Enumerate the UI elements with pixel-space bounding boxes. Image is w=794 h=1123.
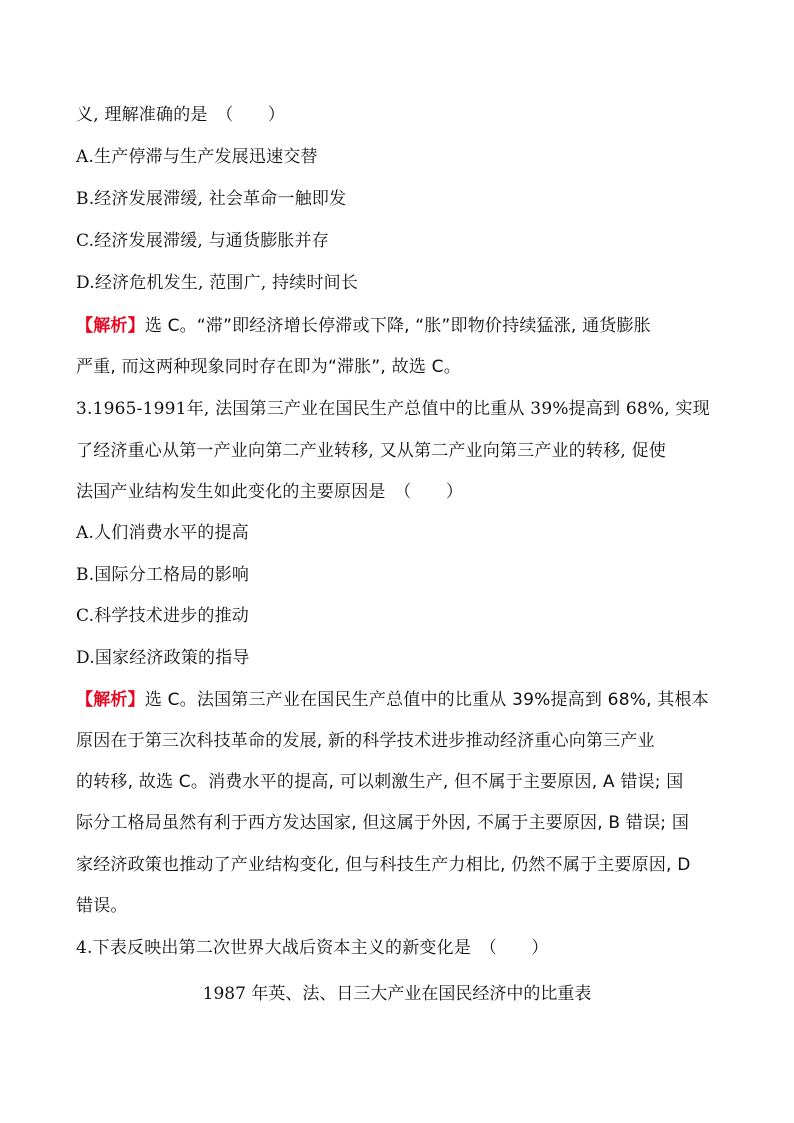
q2-analysis-line-1 [76,314,651,338]
q2-analysis-line-2: 严重, 而这两种现象同时存在即为“滞胀”, 故选 C。 [76,357,461,377]
q2-option-c: C.经济发展滞缓, 与通货膨胀并存 [76,231,330,251]
q3-analysis-line-3: 的转移, 故选 C。消费水平的提高, 可以刺激生产, 但不属于主要原因, A 错误; 国 [76,772,684,792]
q3-option-b: B.国际分工格局的影响 [76,565,250,585]
q3-analysis-line-6: 错误。 [76,896,128,916]
q3-analysis-line-4: 际分工格局虽然有利于西方发达国家, 但这属于外因, 不属于主要原因, B 错误; 国 [76,813,690,833]
q4-stem: 4.下表反映出第二次世界大战后资本主义的新变化是 （ ） [76,938,549,958]
q2-option-d: D.经济危机发生, 范围广, 持续时间长 [76,273,359,293]
q2-option-a: A.生产停滞与生产发展迅速交替 [76,147,318,167]
q3-analysis-text-1: 选 C。法国第三产业在国民生产总值中的比重从 39%提高到 68%, 其根本 [144,690,709,710]
q3-stem-line-1: 3.1965-1991年, 法国第三产业在国民生产总值中的比重从 39%提高到 68%, 实现 [76,399,710,419]
q2-analysis-tag: 【解析】 [76,316,145,336]
q2-analysis-text-1: 选 C。“滞”即经济增长停滞或下降, “胀”即物价持续猛涨, 通货膨胀 [144,316,651,336]
q3-analysis-line-5: 家经济政策也推动了产业结构变化, 但与科技生产力相比, 仍然不属于主要原因, D [76,855,691,875]
q3-stem-line-2: 了经济重心从第一产业向第二产业转移, 又从第二产业向第三产业的转移, 促使 [76,441,667,461]
q2-option-b: B.经济发展滞缓, 社会革命一触即发 [76,189,347,209]
q3-stem-line-3: 法国产业结构发生如此变化的主要原因是 （ ） [76,482,464,502]
q3-option-c: C.科学技术进步的推动 [76,606,250,626]
q4-table-title: 1987 年英、法、日三大产业在国民经济中的比重表 [202,984,592,1004]
q3-analysis-line-1 [76,688,709,712]
q2-stem-tail: 义, 理解准确的是 （ ） [76,105,286,125]
q3-option-d: D.国家经济政策的指导 [76,648,250,668]
q3-option-a: A.人们消费水平的提高 [76,523,249,543]
q3-analysis-tag: 【解析】 [76,690,145,710]
q3-analysis-line-2: 原因在于第三次科技革命的发展, 新的科学技术进步推动经济重心向第三产业 [76,731,655,751]
